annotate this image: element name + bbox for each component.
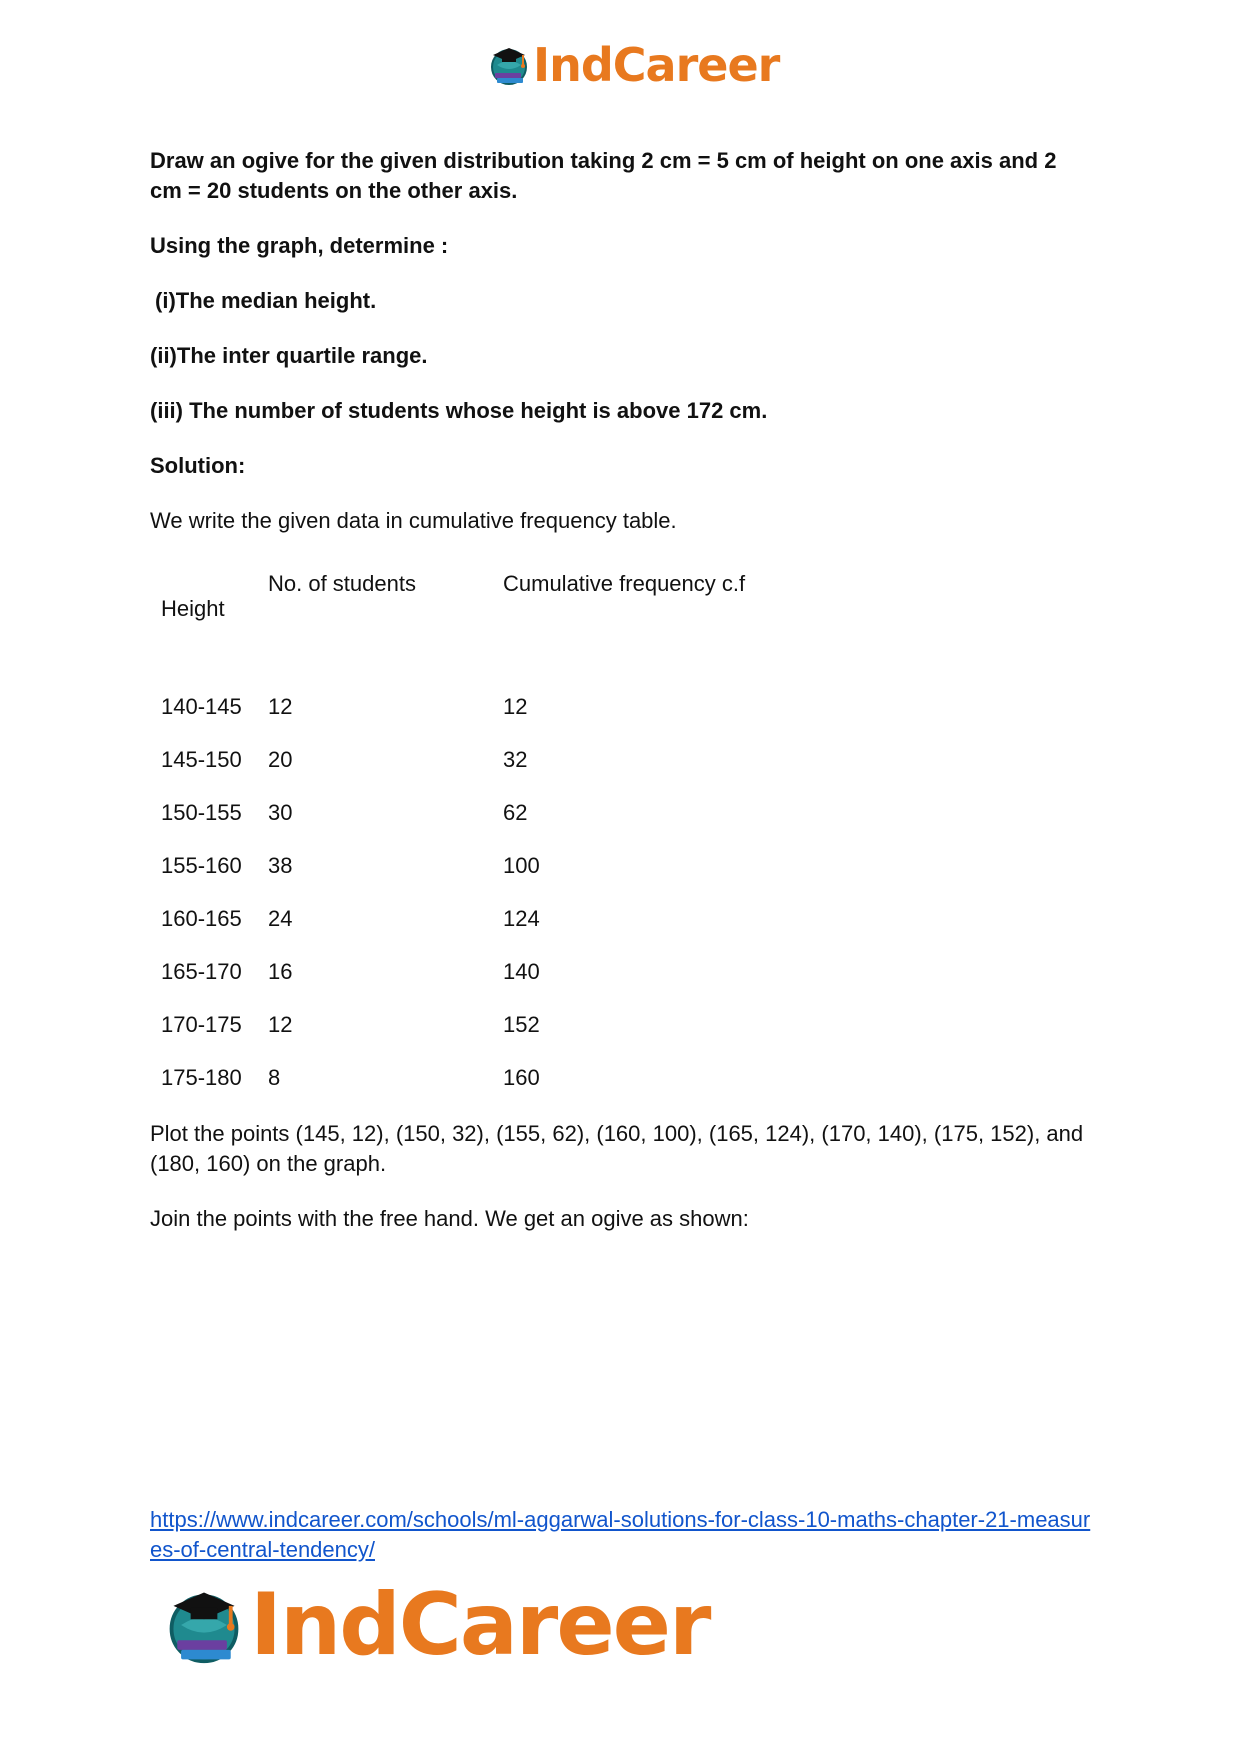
- table-cell: 62: [503, 800, 528, 825]
- graduation-cap-globe-books-icon: [487, 43, 531, 87]
- question-intro: Draw an ogive for the given distribution taking 2 cm = 5 cm of height on one axis and 2 cm = 20 students on the other axis.: [150, 148, 1057, 203]
- brand-logo-top: [487, 38, 780, 92]
- question-part-ii: (ii)The inter quartile range.: [150, 343, 428, 368]
- table-row: [150, 693, 903, 746]
- source-link[interactable]: https://www.indcareer.com/schools/ml-aggarwal-solutions-for-class-10-maths-chapter-21-measures-of-central-tendency/: [150, 1507, 1091, 1562]
- brand-logo-bottom: [162, 1575, 710, 1675]
- table-cell: 160: [503, 1065, 540, 1090]
- table-row: [150, 1064, 903, 1117]
- table-cell: 32: [503, 747, 528, 772]
- table-header-row: [150, 568, 903, 693]
- solution-line1: We write the given data in cumulative frequency table.: [150, 508, 677, 533]
- table-cell: 124: [503, 906, 540, 931]
- brand-wordmark: IndCareer: [533, 38, 780, 92]
- table-cell: 150-155: [161, 800, 242, 825]
- question-using: Using the graph, determine :: [150, 233, 449, 258]
- table-cell: 12: [503, 694, 528, 719]
- table-cell: 145-150: [161, 747, 242, 772]
- brand-wordmark: IndCareer: [250, 1575, 710, 1675]
- table-cell: 140-145: [161, 694, 242, 719]
- graduation-cap-globe-books-icon: [162, 1583, 246, 1667]
- table-cell: 12: [268, 1012, 293, 1037]
- question-part-iii: (iii) The number of students whose height is above 172 cm.: [150, 398, 768, 423]
- table-cell: 20: [268, 747, 293, 772]
- question-part-i: (i)The median height.: [155, 288, 377, 313]
- table-row: [150, 852, 903, 905]
- table-cell: 8: [268, 1065, 281, 1090]
- table-cell: 100: [503, 853, 540, 878]
- table-cell: 140: [503, 959, 540, 984]
- table-row: [150, 746, 903, 799]
- table-cell: 170-175: [161, 1012, 242, 1037]
- table-cell: 152: [503, 1012, 540, 1037]
- table-cell: 16: [268, 959, 293, 984]
- table-cell: 12: [268, 694, 293, 719]
- table-cell: 38: [268, 853, 293, 878]
- table-row: [150, 1011, 903, 1064]
- join-points-text: Join the points with the free hand. We get an ogive as shown:: [150, 1206, 749, 1231]
- document-body: [150, 146, 1090, 1259]
- cumulative-frequency-table: [150, 568, 903, 1117]
- table-row: [150, 799, 903, 852]
- table-cell: 175-180: [161, 1065, 242, 1090]
- table-cell: 155-160: [161, 853, 242, 878]
- table-row: [150, 905, 903, 958]
- table-header-cell: No. of students: [268, 571, 416, 596]
- table-header-cell: Cumulative frequency c.f: [503, 571, 746, 596]
- table-cell: 160-165: [161, 906, 242, 931]
- table-row: [150, 958, 903, 1011]
- table-header-cell: Height: [161, 596, 225, 621]
- plot-points-text: Plot the points (145, 12), (150, 32), (155, 62), (160, 100), (165, 124), (170, 140), (175, 152), and (180, 160) on the graph.: [150, 1121, 1084, 1176]
- table-cell: 24: [268, 906, 293, 931]
- table-cell: 30: [268, 800, 293, 825]
- table-cell: 165-170: [161, 959, 242, 984]
- solution-heading: Solution:: [150, 453, 246, 478]
